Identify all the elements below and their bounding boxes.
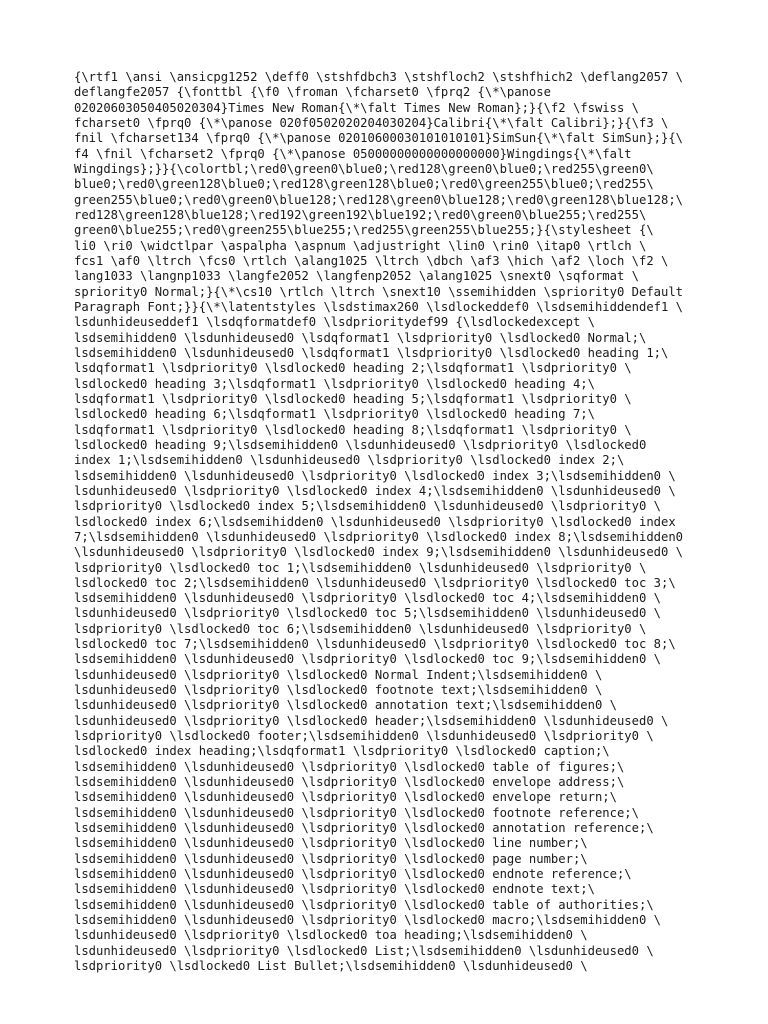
document-text-line: lsdsemihidden0 \lsdunhideused0 \lsdpriority0 \lsdlocked0 annotation reference;\ bbox=[74, 821, 654, 836]
document-text-line: lang1033 \langnp1033 \langfe2052 \langfenp2052 \alang1025 \snext0 \sqformat \ bbox=[74, 269, 639, 284]
document-text-line: lsdqformat1 \lsdpriority0 \lsdlocked0 heading 2;\lsdqformat1 \lsdpriority0 \ bbox=[74, 361, 632, 376]
document-text-line: lsdunhideused0 \lsdpriority0 \lsdlocked0 List;\lsdsemihidden0 \lsdunhideused0 \ bbox=[74, 943, 654, 958]
document-text-line: lsdsemihidden0 \lsdunhideused0 \lsdpriority0 \lsdlocked0 footnote reference;\ bbox=[74, 805, 639, 820]
document-text-line: 7;\lsdsemihidden0 \lsdunhideused0 \lsdpriority0 \lsdlocked0 index 8;\lsdsemihidden0 bbox=[74, 529, 684, 544]
document-text-line: lsdsemihidden0 \lsdunhideused0 \lsdpriority0 \lsdlocked0 table of authorities;\ bbox=[74, 897, 654, 912]
document-text-line: lsdunhideuseddef1 \lsdqformatdef0 \lsdprioritydef99 {\lsdlockedexcept \ bbox=[74, 315, 595, 330]
document-text-line: li0 \ri0 \widctlpar \aspalpha \aspnum \adjustright \lin0 \rin0 \itap0 \rtlch \ bbox=[74, 238, 647, 253]
document-text-line: lsdsemihidden0 \lsdunhideused0 \lsdpriority0 \lsdlocked0 line number;\ bbox=[74, 836, 588, 851]
document-text-line: lsdunhideused0 \lsdpriority0 \lsdlocked0 toc 5;\lsdsemihidden0 \lsdunhideused0 \ bbox=[74, 606, 661, 621]
document-text-line: lsdunhideused0 \lsdpriority0 \lsdlocked0 index 4;\lsdsemihidden0 \lsdunhideused0 \ bbox=[74, 483, 676, 498]
document-text-line: lsdpriority0 \lsdlocked0 index 5;\lsdsemihidden0 \lsdunhideused0 \lsdpriority0 \ bbox=[74, 499, 661, 514]
document-text-line: lsdsemihidden0 \lsdunhideused0 \lsdqformat1 \lsdpriority0 \lsdlocked0 heading 1;\ bbox=[74, 345, 669, 360]
document-text-line: \lsdunhideused0 \lsdpriority0 \lsdlocked0 index 9;\lsdsemihidden0 \lsdunhideused0 \ bbox=[74, 545, 684, 560]
document-text-line: 02020603050405020304}Times New Roman{\*\falt Times New Roman};}{\f2 \fswiss \ bbox=[74, 100, 639, 115]
document-text-line: fnil \fcharset134 \fprq0 {\*\panose 02010600030101010101}SimSun{\*\falt SimSun};}{\ bbox=[74, 131, 684, 146]
document-text-line: green255\blue0;\red0\green0\blue128;\red128\green0\blue128;\red0\green128\blue128;\ bbox=[74, 192, 684, 207]
document-text-line: lsdlocked0 heading 9;\lsdsemihidden0 \lsdunhideused0 \lsdpriority0 \lsdlocked0 bbox=[74, 437, 647, 452]
document-text-line: lsdpriority0 \lsdlocked0 toc 1;\lsdsemihidden0 \lsdunhideused0 \lsdpriority0 \ bbox=[74, 560, 647, 575]
document-text-line: lsdlocked0 heading 6;\lsdqformat1 \lsdpriority0 \lsdlocked0 heading 7;\ bbox=[74, 407, 595, 422]
document-text-line: lsdsemihidden0 \lsdunhideused0 \lsdpriority0 \lsdlocked0 envelope return;\ bbox=[74, 790, 617, 805]
document-text-line: Wingdings};}}{\colortbl;\red0\green0\blue0;\red128\green0\blue0;\red255\green0\ bbox=[74, 161, 654, 176]
document-text-line: lsdsemihidden0 \lsdunhideused0 \lsdqformat1 \lsdpriority0 \lsdlocked0 Normal;\ bbox=[74, 330, 647, 345]
document-text-body bbox=[74, 70, 714, 974]
document-text-line: lsdsemihidden0 \lsdunhideused0 \lsdpriority0 \lsdlocked0 toc 9;\lsdsemihidden0 \ bbox=[74, 652, 661, 667]
document-text-line: spriority0 Normal;}{\*\cs10 \rtlch \ltrch \snext10 \ssemihidden \spriority0 Default bbox=[74, 284, 684, 299]
document-text-line: lsdlocked0 heading 3;\lsdqformat1 \lsdpriority0 \lsdlocked0 heading 4;\ bbox=[74, 376, 595, 391]
document-text-line: lsdsemihidden0 \lsdunhideused0 \lsdpriority0 \lsdlocked0 page number;\ bbox=[74, 851, 588, 866]
document-page bbox=[74, 70, 714, 974]
document-text-line: lsdsemihidden0 \lsdunhideused0 \lsdpriority0 \lsdlocked0 envelope address;\ bbox=[74, 775, 625, 790]
document-text-line: fcs1 \af0 \ltrch \fcs0 \rtlch \alang1025 \ltrch \dbch \af3 \hich \af2 \loch \f2 \ bbox=[74, 253, 669, 268]
document-text-line: green0\blue255;\red0\green255\blue255;\red255\green255\blue255;}{\stylesheet {\ bbox=[74, 223, 654, 238]
document-text-line: lsdunhideused0 \lsdpriority0 \lsdlocked0 annotation text;\lsdsemihidden0 \ bbox=[74, 698, 617, 713]
document-text-line: lsdpriority0 \lsdlocked0 footer;\lsdsemihidden0 \lsdunhideused0 \lsdpriority0 \ bbox=[74, 729, 654, 744]
document-text-line: lsdunhideused0 \lsdpriority0 \lsdlocked0 Normal Indent;\lsdsemihidden0 \ bbox=[74, 667, 603, 682]
document-text-line: {\rtf1 \ansi \ansicpg1252 \deff0 \stshfdbch3 \stshfloch2 \stshfhich2 \deflang2057 \ bbox=[74, 70, 684, 84]
document-text-line: lsdqformat1 \lsdpriority0 \lsdlocked0 heading 5;\lsdqformat1 \lsdpriority0 \ bbox=[74, 391, 632, 406]
document-text-line: index 1;\lsdsemihidden0 \lsdunhideused0 \lsdpriority0 \lsdlocked0 index 2;\ bbox=[74, 453, 625, 468]
document-text-line: lsdsemihidden0 \lsdunhideused0 \lsdpriority0 \lsdlocked0 toc 4;\lsdsemihidden0 \ bbox=[74, 591, 661, 606]
document-text-line: lsdpriority0 \lsdlocked0 toc 6;\lsdsemihidden0 \lsdunhideused0 \lsdpriority0 \ bbox=[74, 621, 647, 636]
document-text-line: lsdunhideused0 \lsdpriority0 \lsdlocked0 toa heading;\lsdsemihidden0 \ bbox=[74, 928, 588, 943]
document-text-line: Paragraph Font;}}{\*\latentstyles \lsdstimax260 \lsdlockeddef0 \lsdsemihiddendef1 \ bbox=[74, 299, 684, 314]
document-text-line: blue0;\red0\green128\blue0;\red128\green128\blue0;\red0\green255\blue0;\red255\ bbox=[74, 177, 654, 192]
document-text-line: lsdlocked0 index 6;\lsdsemihidden0 \lsdunhideused0 \lsdpriority0 \lsdlocked0 index bbox=[74, 514, 676, 529]
document-text-line: lsdqformat1 \lsdpriority0 \lsdlocked0 heading 8;\lsdqformat1 \lsdpriority0 \ bbox=[74, 422, 632, 437]
document-text-line: lsdunhideused0 \lsdpriority0 \lsdlocked0 header;\lsdsemihidden0 \lsdunhideused0 \ bbox=[74, 713, 669, 728]
document-text-line: red128\green128\blue128;\red192\green192\blue192;\red0\green0\blue255;\red255\ bbox=[74, 207, 647, 222]
document-text-line: lsdsemihidden0 \lsdunhideused0 \lsdpriority0 \lsdlocked0 table of figures;\ bbox=[74, 759, 625, 774]
document-text-line: lsdsemihidden0 \lsdunhideused0 \lsdpriority0 \lsdlocked0 macro;\lsdsemihidden0 \ bbox=[74, 913, 661, 928]
document-text-line: lsdsemihidden0 \lsdunhideused0 \lsdpriority0 \lsdlocked0 endnote reference;\ bbox=[74, 867, 632, 882]
document-text-line: lsdlocked0 toc 2;\lsdsemihidden0 \lsdunhideused0 \lsdpriority0 \lsdlocked0 toc 3;\ bbox=[74, 575, 676, 590]
document-text-line: lsdsemihidden0 \lsdunhideused0 \lsdpriority0 \lsdlocked0 index 3;\lsdsemihidden0 \ bbox=[74, 468, 676, 483]
document-text-line: fcharset0 \fprq0 {\*\panose 020f0502020204030204}Calibri{\*\falt Calibri};}{\f3 \ bbox=[74, 115, 669, 130]
document-text-line: deflangfe2057 {\fonttbl {\f0 \froman \fcharset0 \fprq2 {\*\panose bbox=[74, 85, 551, 100]
document-text-line: f4 \fnil \fcharset2 \fprq0 {\*\panose 05000000000000000000}Wingdings{\*\falt bbox=[74, 146, 632, 161]
document-text-line: lsdpriority0 \lsdlocked0 List Bullet;\lsdsemihidden0 \lsdunhideused0 \ bbox=[74, 959, 588, 974]
document-text-line: lsdsemihidden0 \lsdunhideused0 \lsdpriority0 \lsdlocked0 endnote text;\ bbox=[74, 882, 595, 897]
document-text-line: lsdlocked0 index heading;\lsdqformat1 \lsdpriority0 \lsdlocked0 caption;\ bbox=[74, 744, 610, 759]
document-text-line: lsdlocked0 toc 7;\lsdsemihidden0 \lsdunhideused0 \lsdpriority0 \lsdlocked0 toc 8;\ bbox=[74, 637, 676, 652]
document-text-line: lsdunhideused0 \lsdpriority0 \lsdlocked0 footnote text;\lsdsemihidden0 \ bbox=[74, 683, 603, 698]
